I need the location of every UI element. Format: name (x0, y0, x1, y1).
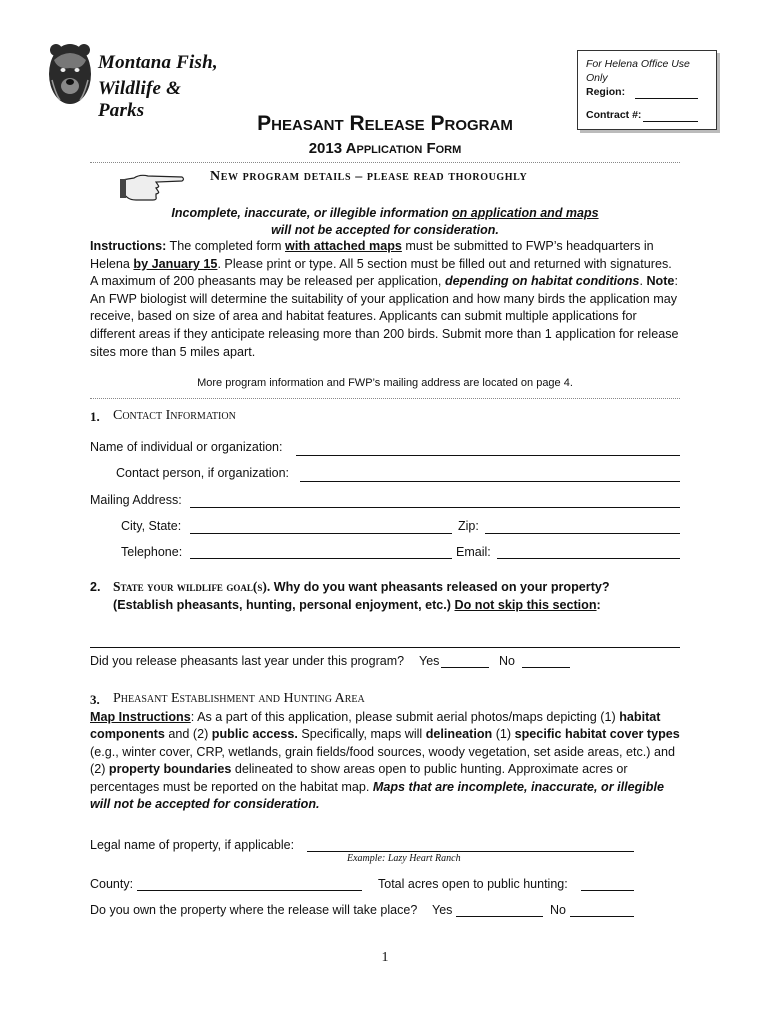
zip-field[interactable] (485, 533, 680, 534)
mailing-address-field[interactable] (190, 507, 680, 508)
warning-part2: on application and maps (452, 206, 599, 220)
email-label: Email: (456, 545, 491, 559)
section2-question: Why do you want pheasants released on your property? (270, 580, 610, 594)
section2-required: Do not skip this section (454, 598, 597, 612)
logo-text-line2: Wildlife & Parks (98, 78, 182, 121)
city-state-label: City, State: (121, 519, 182, 533)
last-year-yes-field[interactable] (441, 667, 489, 668)
section2-colon: : (596, 598, 601, 612)
contract-label: Contract #: (586, 109, 642, 121)
instructions-text: . Please print or type. All 5 section must be filled out and returned with signatures. A maximum of 200 pheasants may be released per application, (90, 256, 672, 289)
contact-person-field[interactable] (300, 481, 680, 482)
map-text: specific habitat cover types (514, 727, 680, 742)
mailing-address-label: Mailing Address: (90, 493, 182, 507)
own-property-question: Do you own the property where the release will take place? (90, 903, 418, 917)
section2-number: 2. (90, 580, 101, 594)
instructions-text: : An FWP biologist will determine the suitability of your application and how many birds the application may receive, based on size of area and habitat features. Applicants can submit multiple applications for different areas if they anticipate releasing more than 200 birds. Submit more than 1 application for release sites more than 5 miles apart. (90, 274, 679, 359)
map-text: property boundaries (108, 762, 232, 777)
title-rule (90, 162, 680, 163)
map-text: (e.g., winter cover, CRP, wetlands, grain fields/food sources, woody vegetation, set aside areas, etc.) and (2) (90, 744, 675, 777)
instructions-deadline: by January 15 (133, 256, 218, 271)
email-field[interactable] (497, 558, 680, 559)
office-use-label: For Helena Office Use Only (586, 58, 690, 84)
contact-person-label: Contact person, if organization: (116, 466, 290, 480)
acres-field[interactable] (581, 890, 634, 891)
page-number: 1 (381, 950, 389, 965)
last-year-question: Did you release pheasants last year under this program? (90, 654, 405, 668)
region-label: Region: (586, 86, 626, 98)
map-text: : As a part of this application, please submit aerial photos/maps depicting (1) (190, 710, 620, 724)
name-label: Name of individual or organization: (90, 440, 283, 454)
section2-examples: (Establish pheasants, hunting, personal enjoyment, etc.) (113, 598, 455, 612)
warning-part3: will not be accepted for consideration. (271, 223, 499, 237)
section-rule (90, 398, 680, 399)
instructions-text: The completed form (166, 239, 286, 253)
telephone-field[interactable] (190, 558, 452, 559)
map-text: and (2) (164, 727, 212, 742)
page-subtitle: 2013 Application Form (308, 140, 462, 157)
bear-head-icon (46, 40, 94, 108)
map-text: habitat components (90, 710, 661, 742)
map-text: delineated to show areas open to public hunting. Approximate acres or percentages must be reported on the habitat map. (90, 762, 628, 794)
map-instructions-paragraph (90, 709, 684, 813)
zip-label: Zip: (458, 519, 479, 533)
instructions-text: depending on habitat conditions (444, 274, 640, 289)
last-year-no-label: No (499, 654, 515, 668)
wildlife-goal-field[interactable] (90, 647, 680, 648)
page-title: Pheasant Release Program (257, 112, 513, 135)
region-field[interactable] (635, 98, 698, 99)
section2-line2 (113, 598, 601, 612)
map-instructions-label: Map Instructions (90, 710, 191, 724)
pointing-hand-icon (120, 168, 186, 204)
instructions-paragraph (90, 238, 682, 361)
instructions-text: . (639, 274, 647, 289)
last-year-no-field[interactable] (522, 667, 570, 668)
own-yes-field[interactable] (456, 916, 543, 917)
section1-number: 1. (90, 409, 100, 424)
instructions-text: with attached maps (285, 239, 402, 253)
warning-text (120, 205, 650, 239)
warning-part1: Incomplete, inaccurate, or illegible information (171, 206, 453, 220)
telephone-label: Telephone: (121, 545, 183, 559)
logo-text-line1: Montana Fish, (98, 52, 218, 73)
name-field[interactable] (296, 455, 680, 456)
map-text: Specifically, maps will (297, 727, 426, 742)
fwp-logo (46, 40, 226, 121)
map-text: delineation (425, 727, 493, 742)
legal-name-label: Legal name of property, if applicable: (90, 838, 295, 852)
own-no-label: No (550, 903, 566, 917)
map-text: public access. (211, 727, 298, 742)
acres-label: Total acres open to public hunting: (378, 877, 568, 891)
own-yes-label: Yes (432, 903, 453, 917)
county-label: County: (90, 877, 134, 891)
section2-line1 (113, 579, 610, 595)
map-warning: Maps that are incomplete, inaccurate, or illegible will not be accepted for consideration. (90, 779, 664, 812)
instructions-note: Note (646, 274, 675, 289)
county-field[interactable] (137, 890, 362, 891)
section3-heading: Pheasant Establishment and Hunting Area (113, 691, 365, 706)
legal-name-example: Example: Lazy Heart Ranch (347, 853, 461, 864)
more-info-text: More program information and FWP’s mailing address are located on page 4. (197, 377, 573, 389)
instructions-label: Instructions: (90, 239, 167, 253)
instructions-text: must be submitted to FWP’s headquarters in Helena (90, 239, 654, 271)
own-no-field[interactable] (570, 916, 634, 917)
map-text: (1) (492, 727, 515, 742)
section2-heading: State your wildlife goal(s). (113, 579, 271, 594)
city-state-field[interactable] (190, 533, 452, 534)
banner-notice: New program details – please read thoroughly (210, 169, 528, 184)
last-year-yes-label: Yes (419, 654, 440, 668)
section1-heading: Contact Information (113, 408, 236, 423)
legal-name-field[interactable] (307, 851, 634, 852)
section3-number: 3. (90, 692, 100, 707)
